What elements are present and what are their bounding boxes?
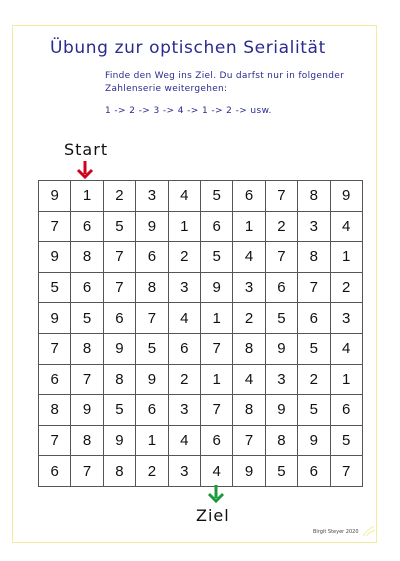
grid-row — [39, 272, 363, 303]
grid-cell: 1 — [136, 425, 168, 456]
grid-cell: 3 — [136, 181, 168, 212]
credit-text: Birgit Steyer 2020 — [313, 529, 359, 535]
grid-cell: 6 — [330, 395, 362, 426]
grid-cell: 7 — [103, 242, 135, 273]
grid-cell: 8 — [39, 395, 71, 426]
grid-cell: 9 — [233, 456, 265, 487]
grid-cell: 5 — [103, 395, 135, 426]
grid-cell: 1 — [168, 211, 200, 242]
grid-cell: 3 — [298, 211, 330, 242]
grid-cell: 6 — [168, 333, 200, 364]
grid-cell: 2 — [168, 364, 200, 395]
grid-cell: 7 — [39, 425, 71, 456]
grid-cell: 7 — [200, 395, 232, 426]
grid-cell: 3 — [265, 364, 297, 395]
grid-cell: 1 — [330, 364, 362, 395]
grid-cell: 7 — [298, 272, 330, 303]
grid-cell: 4 — [168, 181, 200, 212]
grid-row — [39, 181, 363, 212]
grid-cell: 8 — [71, 333, 103, 364]
grid-cell: 7 — [265, 242, 297, 273]
grid-cell: 5 — [200, 181, 232, 212]
grid-cell: 1 — [330, 242, 362, 273]
grid-cell: 8 — [136, 272, 168, 303]
grid-cell: 1 — [200, 303, 232, 334]
grid-cell: 7 — [330, 456, 362, 487]
grid-cell: 2 — [103, 181, 135, 212]
goal-arrow-icon — [206, 484, 226, 504]
grid-cell: 6 — [233, 181, 265, 212]
grid-cell: 1 — [71, 181, 103, 212]
grid-cell: 7 — [200, 333, 232, 364]
grid-cell: 9 — [265, 395, 297, 426]
grid-cell: 9 — [71, 395, 103, 426]
grid-cell: 5 — [265, 456, 297, 487]
grid-row — [39, 333, 363, 364]
grid-cell: 5 — [136, 333, 168, 364]
grid-cell: 9 — [298, 425, 330, 456]
grid-cell: 4 — [168, 425, 200, 456]
grid-cell: 4 — [233, 364, 265, 395]
grid-cell: 7 — [39, 333, 71, 364]
grid-cell: 3 — [330, 303, 362, 334]
start-label: Start — [64, 140, 109, 159]
grid-cell: 7 — [265, 181, 297, 212]
grid-cell: 6 — [265, 272, 297, 303]
grid-cell: 8 — [233, 395, 265, 426]
grid-cell: 6 — [103, 303, 135, 334]
grid-cell: 9 — [39, 181, 71, 212]
grid-cell: 4 — [168, 303, 200, 334]
grid-cell: 7 — [39, 211, 71, 242]
grid-cell: 8 — [298, 242, 330, 273]
grid-cell: 9 — [200, 272, 232, 303]
corner-flourish-icon — [362, 524, 376, 538]
grid-cell: 3 — [233, 272, 265, 303]
grid-cell: 6 — [71, 211, 103, 242]
grid-cell: 1 — [200, 364, 232, 395]
grid-cell: 2 — [265, 211, 297, 242]
grid-cell: 2 — [233, 303, 265, 334]
grid-cell: 2 — [298, 364, 330, 395]
grid-cell: 9 — [330, 181, 362, 212]
grid-cell: 5 — [330, 425, 362, 456]
grid-cell: 4 — [200, 456, 232, 487]
grid-cell: 5 — [298, 395, 330, 426]
instruction-text: Finde den Weg ins Ziel. Du darfst nur in folgender Zahlenserie weitergehen: — [105, 71, 345, 94]
grid-cell: 4 — [233, 242, 265, 273]
grid-cell: 8 — [233, 333, 265, 364]
grid-cell: 3 — [168, 395, 200, 426]
grid-cell: 8 — [103, 364, 135, 395]
grid-cell: 9 — [103, 425, 135, 456]
grid-row — [39, 395, 363, 426]
grid-cell: 2 — [168, 242, 200, 273]
grid-cell: 9 — [136, 364, 168, 395]
grid-cell: 9 — [39, 303, 71, 334]
goal-label: Ziel — [196, 506, 230, 525]
grid-cell: 8 — [265, 425, 297, 456]
number-grid — [38, 180, 363, 487]
grid-cell: 7 — [71, 364, 103, 395]
grid-cell: 6 — [200, 425, 232, 456]
grid-cell: 5 — [103, 211, 135, 242]
grid-cell: 6 — [200, 211, 232, 242]
grid-cell: 7 — [71, 456, 103, 487]
grid-cell: 5 — [200, 242, 232, 273]
grid-cell: 8 — [298, 181, 330, 212]
grid-cell: 7 — [103, 272, 135, 303]
grid-cell: 4 — [330, 211, 362, 242]
grid-row — [39, 303, 363, 334]
grid-cell: 2 — [330, 272, 362, 303]
grid-cell: 8 — [71, 425, 103, 456]
grid-cell: 6 — [39, 456, 71, 487]
grid-cell: 6 — [298, 303, 330, 334]
grid-cell: 3 — [168, 272, 200, 303]
grid-cell: 4 — [330, 333, 362, 364]
grid-cell: 7 — [136, 303, 168, 334]
grid-cell: 6 — [71, 272, 103, 303]
grid-cell: 7 — [233, 425, 265, 456]
grid-cell: 1 — [233, 211, 265, 242]
worksheet-title: Übung zur optischen Serialität — [50, 38, 326, 58]
grid-cell: 6 — [136, 242, 168, 273]
grid-cell: 8 — [71, 242, 103, 273]
grid-cell: 5 — [298, 333, 330, 364]
grid-row — [39, 456, 363, 487]
grid-cell: 2 — [136, 456, 168, 487]
grid-row — [39, 425, 363, 456]
grid-row — [39, 211, 363, 242]
grid-row — [39, 364, 363, 395]
start-arrow-icon — [75, 160, 95, 180]
grid-cell: 3 — [168, 456, 200, 487]
grid-cell: 5 — [265, 303, 297, 334]
sequence-text: 1 -> 2 -> 3 -> 4 -> 1 -> 2 -> usw. — [105, 106, 272, 116]
grid-cell: 5 — [39, 272, 71, 303]
grid-row — [39, 242, 363, 273]
grid-cell: 6 — [298, 456, 330, 487]
grid-cell: 9 — [103, 333, 135, 364]
grid-cell: 6 — [136, 395, 168, 426]
grid-cell: 9 — [265, 333, 297, 364]
grid-cell: 9 — [136, 211, 168, 242]
grid-cell: 5 — [71, 303, 103, 334]
grid-cell: 6 — [39, 364, 71, 395]
grid-cell: 9 — [39, 242, 71, 273]
grid-cell: 8 — [103, 456, 135, 487]
